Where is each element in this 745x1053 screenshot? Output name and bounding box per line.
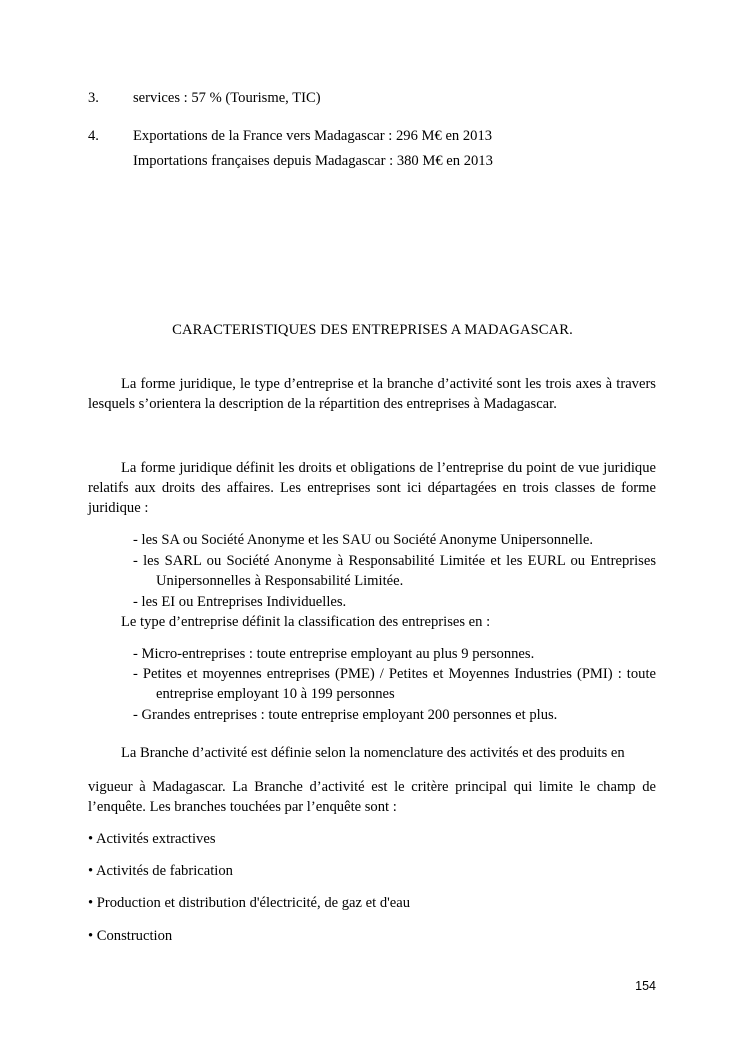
page-number: 154 — [635, 979, 656, 993]
type-item-micro: - Micro-entreprises : toute entreprise employant au plus 9 personnes. — [133, 646, 535, 662]
branch-item-extractives: • Activités extractives — [88, 831, 216, 847]
list-number-4: 4. — [88, 128, 99, 144]
paragraph-branche-line-1: La Branche d’activité est définie selon la nomenclature des activités et des produits en — [121, 745, 625, 761]
list-item-4-line-2: Importations françaises depuis Madagascar : 380 M€ en 2013 — [133, 153, 493, 169]
forme-juridique-item-sa: - les SA ou Société Anonyme et les SAU ou Société Anonyme Unipersonnelle. — [133, 532, 594, 548]
type-item-grandes: - Grandes entreprises : toute entreprise employant 200 personnes et plus. — [133, 707, 558, 723]
branch-item-fabrication: • Activités de fabrication — [88, 863, 233, 879]
list-number-3: 3. — [88, 90, 99, 106]
branch-item-construction: • Construction — [88, 928, 173, 944]
paragraph-branche-rest: vigueur à Madagascar. La Branche d’activité est le critère principal qui limite le champ de l’enquête. Les branches touchées par l’enquête sont : — [88, 779, 656, 815]
section-title: CARACTERISTIQUES DES ENTREPRISES A MADAGASCAR. — [172, 322, 573, 338]
forme-juridique-item-ei: - les EI ou Entreprises Individuelles. — [133, 594, 347, 610]
type-item-pme: - Petites et moyennes entreprises (PME) / Petites et Moyennes Industries (PMI) : toute entreprise employant 10 à 199 personnes — [133, 666, 656, 702]
forme-juridique-item-sarl: - les SARL ou Société Anonyme à Responsabilité Limitée et les EURL ou Entreprises Unipersonnelles à Responsabilité Limitée. — [133, 553, 656, 589]
paragraph-intro: La forme juridique, le type d’entreprise et la branche d’activité sont les trois axes à travers lesquels s’orientera la description de la répartition des entreprises à Madagascar. — [88, 376, 656, 412]
list-item-3-text: services : 57 % (Tourisme, TIC) — [133, 90, 321, 106]
list-item-4-line-1: Exportations de la France vers Madagascar : 296 M€ en 2013 — [133, 128, 493, 144]
paragraph-type-entreprise: Le type d’entreprise définit la classification des entreprises en : — [121, 614, 491, 630]
paragraph-forme-juridique: La forme juridique définit les droits et obligations de l’entreprise du point de vue juridique relatifs aux droits des affaires. Les entreprises sont ici départagées en trois classes de forme juridique : — [88, 460, 656, 516]
branch-item-electricite: • Production et distribution d'électricité, de gaz et d'eau — [88, 895, 411, 911]
